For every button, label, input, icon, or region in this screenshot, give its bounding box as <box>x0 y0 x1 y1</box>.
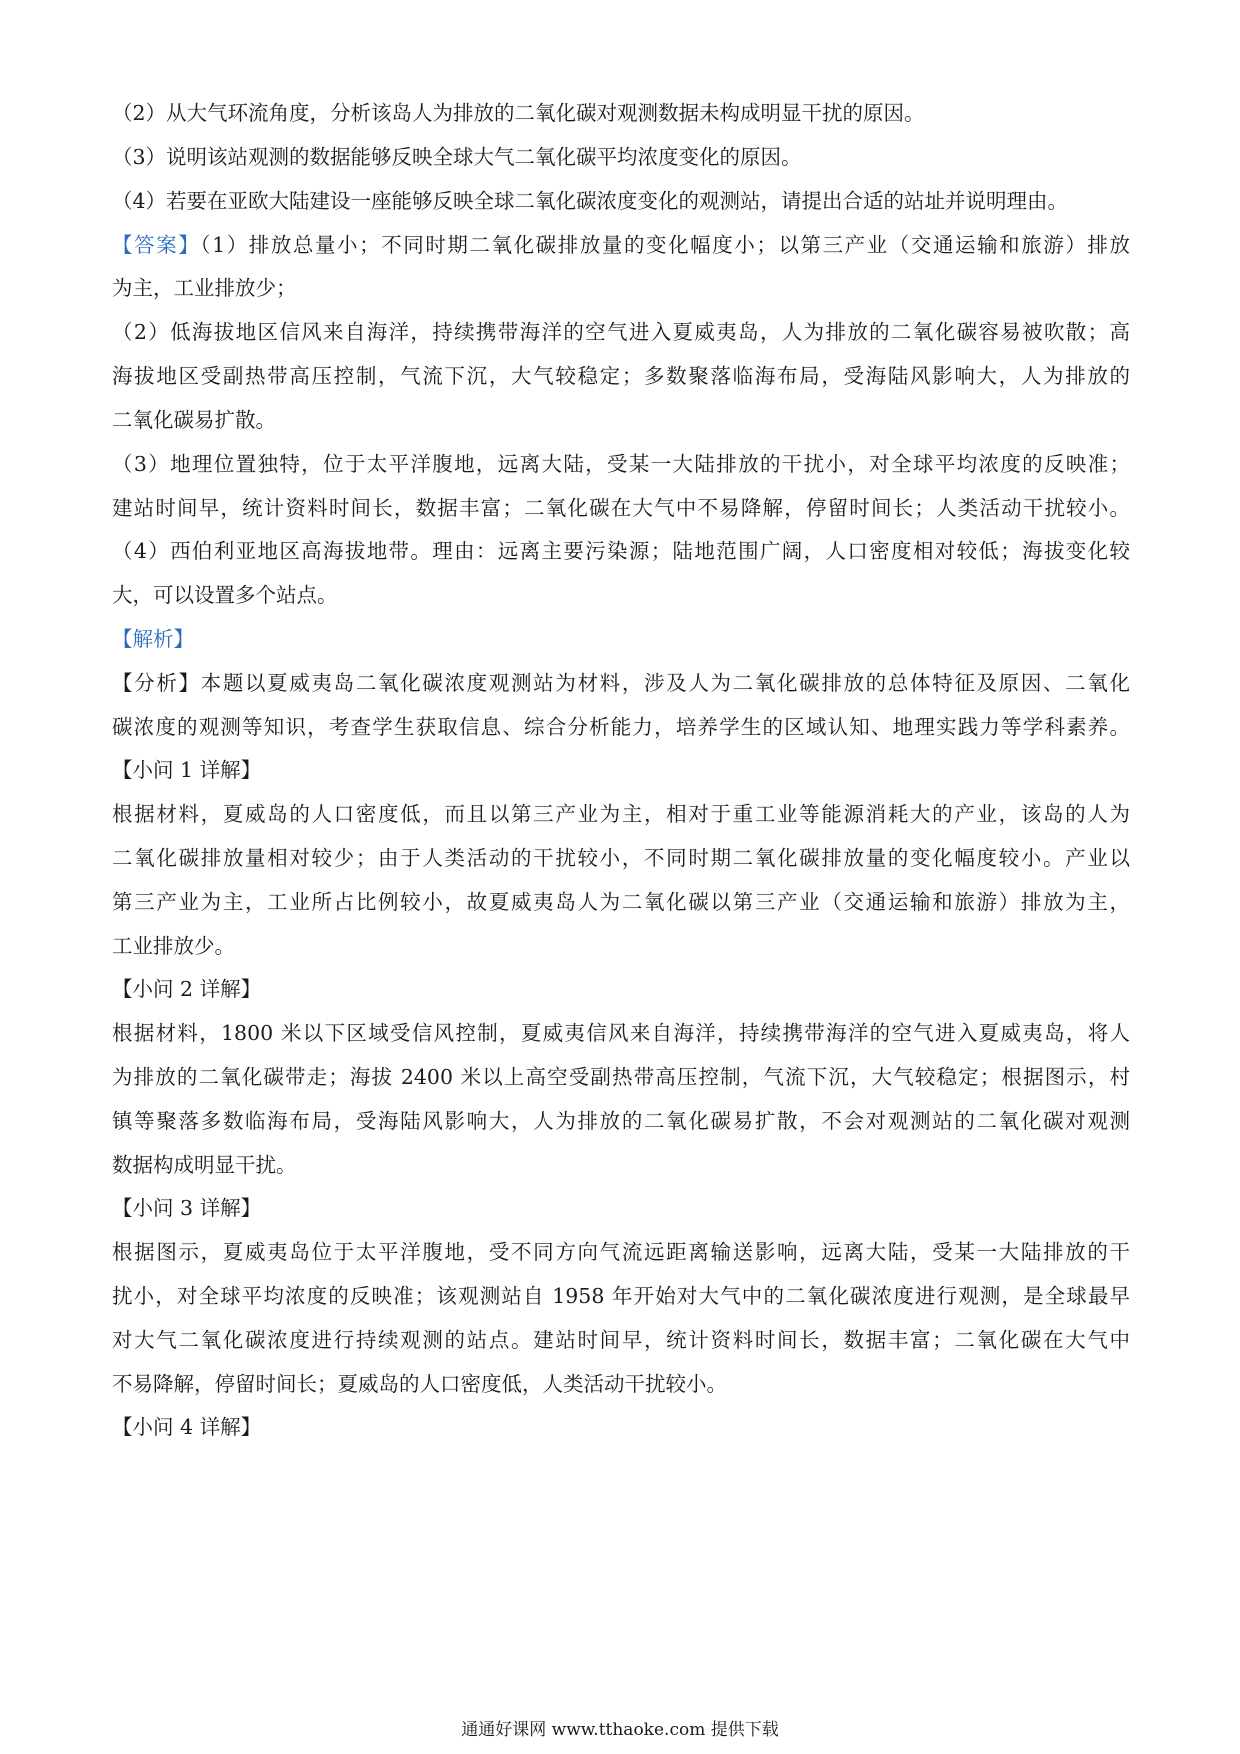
analysis-tag: 【解析】 <box>112 627 194 651</box>
answer-2-line-2: 海拔地区受副热带高压控制，气流下沉，大气较稳定；多数聚落临海布局，受海陆风影响大，人为排放的 <box>112 364 1130 388</box>
detail-2-line-3: 镇等聚落多数临海布局，受海陆风影响大，人为排放的二氧化碳易扩散，不会对观测站的二氧化碳对观测 <box>112 1109 1130 1133</box>
detail-2-heading: 【小问 2 详解】 <box>112 977 262 1001</box>
question-2: （2）从大气环流角度，分析该岛人为排放的二氧化碳对观测数据未构成明显干扰的原因。 <box>112 101 925 125</box>
detail-1-line-1: 根据材料，夏威岛的人口密度低，而且以第三产业为主，相对于重工业等能源消耗大的产业，该岛的人为 <box>112 802 1130 826</box>
answer-1-line-2: 为主，工业排放少； <box>112 276 297 300</box>
answer-2-line-1: （2）低海拔地区信风来自海洋，持续携带海洋的空气进入夏威夷岛，人为排放的二氧化碳容易被吹散；高 <box>112 320 1130 344</box>
detail-2-line-4: 数据构成明显干扰。 <box>112 1153 297 1177</box>
detail-2-line-1: 根据材料，1800 米以下区域受信风控制，夏威夷信风来自海洋，持续携带海洋的空气进入夏威夷岛，将人 <box>112 1021 1130 1045</box>
answer-3-line-1: （3）地理位置独特，位于太平洋腹地，远离大陆，受某一大陆排放的干扰小，对全球平均浓度的反映准； <box>112 452 1130 476</box>
detail-3-heading: 【小问 3 详解】 <box>112 1196 262 1220</box>
question-3: （3）说明该站观测的数据能够反映全球大气二氧化碳平均浓度变化的原因。 <box>112 145 802 169</box>
detail-3-line-3: 对大气二氧化碳浓度进行持续观测的站点。建站时间早，统计资料时间长，数据丰富；二氧化碳在大气中 <box>112 1328 1130 1352</box>
detail-3-line-1: 根据图示，夏威夷岛位于太平洋腹地，受不同方向气流远距离输送影响，远离大陆，受某一大陆排放的干 <box>112 1240 1130 1264</box>
answer-1-text: （1）排放总量小；不同时期二氧化碳排放量的变化幅度小；以第三产业（交通运输和旅游）排放 <box>200 233 1130 257</box>
answer-tag: 【答案】 <box>112 233 201 257</box>
answer-3-line-2: 建站时间早，统计资料时间长，数据丰富；二氧化碳在大气中不易降解，停留时间长；人类活动干扰较小。 <box>112 496 1130 520</box>
detail-4-heading: 【小问 4 详解】 <box>112 1415 262 1439</box>
detail-1-line-2: 二氧化碳排放量相对较少；由于人类活动的干扰较小，不同时期二氧化碳排放量的变化幅度较小。产业以 <box>112 846 1130 870</box>
analysis-intro-line-1: 【分析】本题以夏威夷岛二氧化碳浓度观测站为材料，涉及人为二氧化碳排放的总体特征及原因、二氧化 <box>112 671 1130 695</box>
answer-1-line-1 <box>112 230 1130 260</box>
detail-1-line-3: 第三产业为主，工业所占比例较小，故夏威夷岛人为二氧化碳以第三产业（交通运输和旅游）排放为主， <box>112 890 1130 914</box>
detail-1-line-4: 工业排放少。 <box>112 934 235 958</box>
detail-2-line-2: 为排放的二氧化碳带走；海拔 2400 米以上高空受副热带高压控制，气流下沉，大气较稳定；根据图示，村 <box>112 1065 1130 1089</box>
answer-2-line-3: 二氧化碳易扩散。 <box>112 408 276 432</box>
analysis-intro-line-2: 碳浓度的观测等知识，考查学生获取信息、综合分析能力，培养学生的区域认知、地理实践力等学科素养。 <box>112 715 1130 739</box>
question-4: （4）若要在亚欧大陆建设一座能够反映全球二氧化碳浓度变化的观测站，请提出合适的站址并说明理由。 <box>112 189 1069 213</box>
detail-1-heading: 【小问 1 详解】 <box>112 758 262 782</box>
detail-3-line-2: 扰小，对全球平均浓度的反映准；该观测站自 1958 年开始对大气中的二氧化碳浓度进行观测，是全球最早 <box>112 1284 1130 1308</box>
detail-3-line-4: 不易降解，停留时间长；夏威岛的人口密度低，人类活动干扰较小。 <box>112 1372 727 1396</box>
footer-source: 通通好课网 www.tthaoke.com 提供下载 <box>461 1720 779 1740</box>
answer-4-line-1: （4）西伯利亚地区高海拔地带。理由：远离主要污染源；陆地范围广阔，人口密度相对较低；海拔变化较 <box>112 539 1130 563</box>
answer-4-line-2: 大，可以设置多个站点。 <box>112 583 338 607</box>
